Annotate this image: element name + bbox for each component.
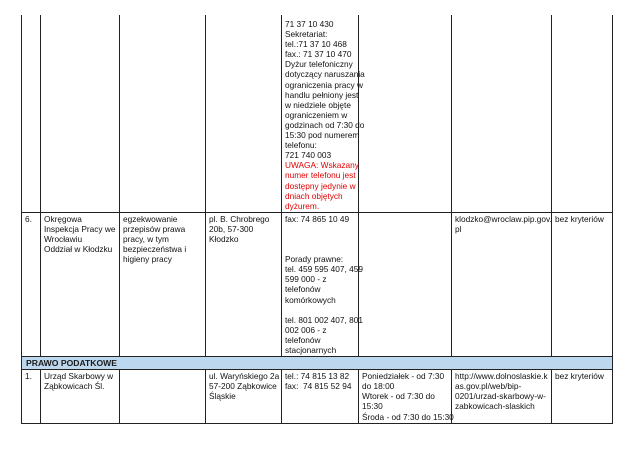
text-line: ograniczeniem w xyxy=(285,109,348,120)
text-line: pl. B. Chrobrego xyxy=(209,213,270,224)
row-number: 1. xyxy=(25,371,32,382)
text-line: bez kryteriów xyxy=(555,371,604,382)
text-line: komórkowych xyxy=(285,294,336,305)
warning-text: numer telefonu jest xyxy=(285,170,356,181)
cell-website[interactable] xyxy=(452,370,552,423)
text-line: Dyżur telefoniczny xyxy=(285,59,353,70)
cell-phones xyxy=(282,15,365,212)
text-line: fax: 74 815 52 94 xyxy=(285,381,352,392)
text-line: do 18:00 xyxy=(362,381,395,392)
cell-name xyxy=(41,15,120,212)
text-line: telefonów xyxy=(285,334,321,345)
text-line: Ząbkowicach Śl. xyxy=(44,381,105,392)
website-link[interactable]: as.gov.pl/web/bip- xyxy=(455,381,522,392)
text-line: fax.: 71 37 10 470 xyxy=(285,49,352,60)
text-line: 15:30 pod numerem xyxy=(285,130,360,141)
cell-address xyxy=(206,212,282,356)
cell-num xyxy=(22,370,41,423)
cell-num xyxy=(22,212,41,356)
text-line: Oddział w Kłodzku xyxy=(44,244,113,255)
text-line: 15:30 xyxy=(362,401,383,412)
text-line: pracy, w tym xyxy=(123,233,169,244)
text-line: tel. 801 002 407, 801 xyxy=(285,314,363,325)
text-line: godzinach od 7:30 do xyxy=(285,119,365,130)
cell-scope xyxy=(120,370,206,423)
text-line: Kłodzko xyxy=(209,233,239,244)
section-header xyxy=(22,357,613,370)
website-link[interactable]: zabkowicach-slaskich xyxy=(455,401,535,412)
text-line: stacjonarnych xyxy=(285,345,337,355)
text-line: ul. Waryńskiego 2a xyxy=(209,371,280,382)
text-line: tel. 459 595 407, 459 xyxy=(285,264,363,275)
text-line: ograniczenia pracy w xyxy=(285,79,363,90)
text-line: telefonu: xyxy=(285,140,317,151)
text-line: handlu pełniony jest xyxy=(285,89,359,100)
table-row xyxy=(22,15,613,212)
cell-address xyxy=(206,15,282,212)
text-line: 57-200 Ząbkowice xyxy=(209,381,277,392)
text-line: higieny pracy xyxy=(123,254,172,265)
section-title: PRAWO PODATKOWE xyxy=(22,357,613,370)
row-number: 6. xyxy=(25,213,32,224)
cell-name xyxy=(41,212,120,356)
cell-phones xyxy=(282,370,359,423)
text-line: w niedziele objęte xyxy=(285,99,351,110)
email-text: klodzko@wroclaw.pip.gov. xyxy=(455,213,552,224)
cell-hours xyxy=(359,15,452,212)
text-line: Sekretariat: xyxy=(285,29,328,40)
table-row xyxy=(22,370,613,423)
text-line: Inspekcja Pracy we xyxy=(44,223,116,234)
text-line: 002 006 - z xyxy=(285,324,327,335)
text-line: egzekwowanie xyxy=(123,213,178,224)
cell-name xyxy=(41,370,120,423)
email-text: pl xyxy=(455,223,462,234)
text-line: 599 000 - z xyxy=(285,274,327,285)
text-line: 20b, 57-300 xyxy=(209,223,254,234)
table-row xyxy=(22,212,613,356)
cell-criteria xyxy=(552,15,613,212)
text-line: Poniedziałek - od 7:30 xyxy=(362,371,445,382)
text-line: Śląskie xyxy=(209,391,236,402)
text-line: Wrocławiu xyxy=(44,233,83,244)
text-line: tel.: 74 815 13 82 xyxy=(285,371,350,382)
text-line: przepisów prawa xyxy=(123,223,186,234)
document-page xyxy=(21,15,612,424)
warning-text: UWAGA: Wskazany xyxy=(285,160,359,171)
text-line: Wtorek - od 7:30 do xyxy=(362,391,435,402)
cell-hours xyxy=(359,370,452,423)
cell-email xyxy=(452,15,552,212)
text-line: Porady prawne: xyxy=(285,254,344,265)
cell-criteria xyxy=(552,370,613,423)
warning-text: dyżurem. xyxy=(285,200,320,211)
cell-scope xyxy=(120,212,206,356)
legal-aid-table xyxy=(21,15,613,424)
text-line: fax: 74 865 10 49 xyxy=(285,213,350,224)
website-link[interactable]: http://www.dolnoslaskie.k xyxy=(455,371,548,382)
text-line: 71 37 10 430 xyxy=(285,19,334,29)
warning-text: dostępny jedynie w xyxy=(285,180,356,191)
text-line: tel.:71 37 10 468 xyxy=(285,39,347,50)
text-line: 721 740 003 xyxy=(285,150,332,161)
text-line: bezpieczeństwa i xyxy=(123,244,187,255)
cell-hours xyxy=(359,212,452,356)
cell-criteria xyxy=(552,212,613,356)
cell-scope xyxy=(120,15,206,212)
text-line: dotyczący naruszania xyxy=(285,69,365,80)
text-line: Okręgowa xyxy=(44,213,82,224)
website-link[interactable]: 0201/urzad-skarbowy-w- xyxy=(455,391,546,402)
text-line: telefonów xyxy=(285,284,321,295)
text-line: Urząd Skarbowy w xyxy=(44,371,114,382)
text-line: bez kryteriów xyxy=(555,213,604,224)
cell-num xyxy=(22,15,41,212)
cell-address xyxy=(206,370,282,423)
text-line: Środa - od 7:30 do 15:30 xyxy=(362,411,454,422)
cell-phones xyxy=(282,212,363,356)
warning-text: dniach objętych xyxy=(285,190,343,201)
cell-email xyxy=(452,212,552,356)
